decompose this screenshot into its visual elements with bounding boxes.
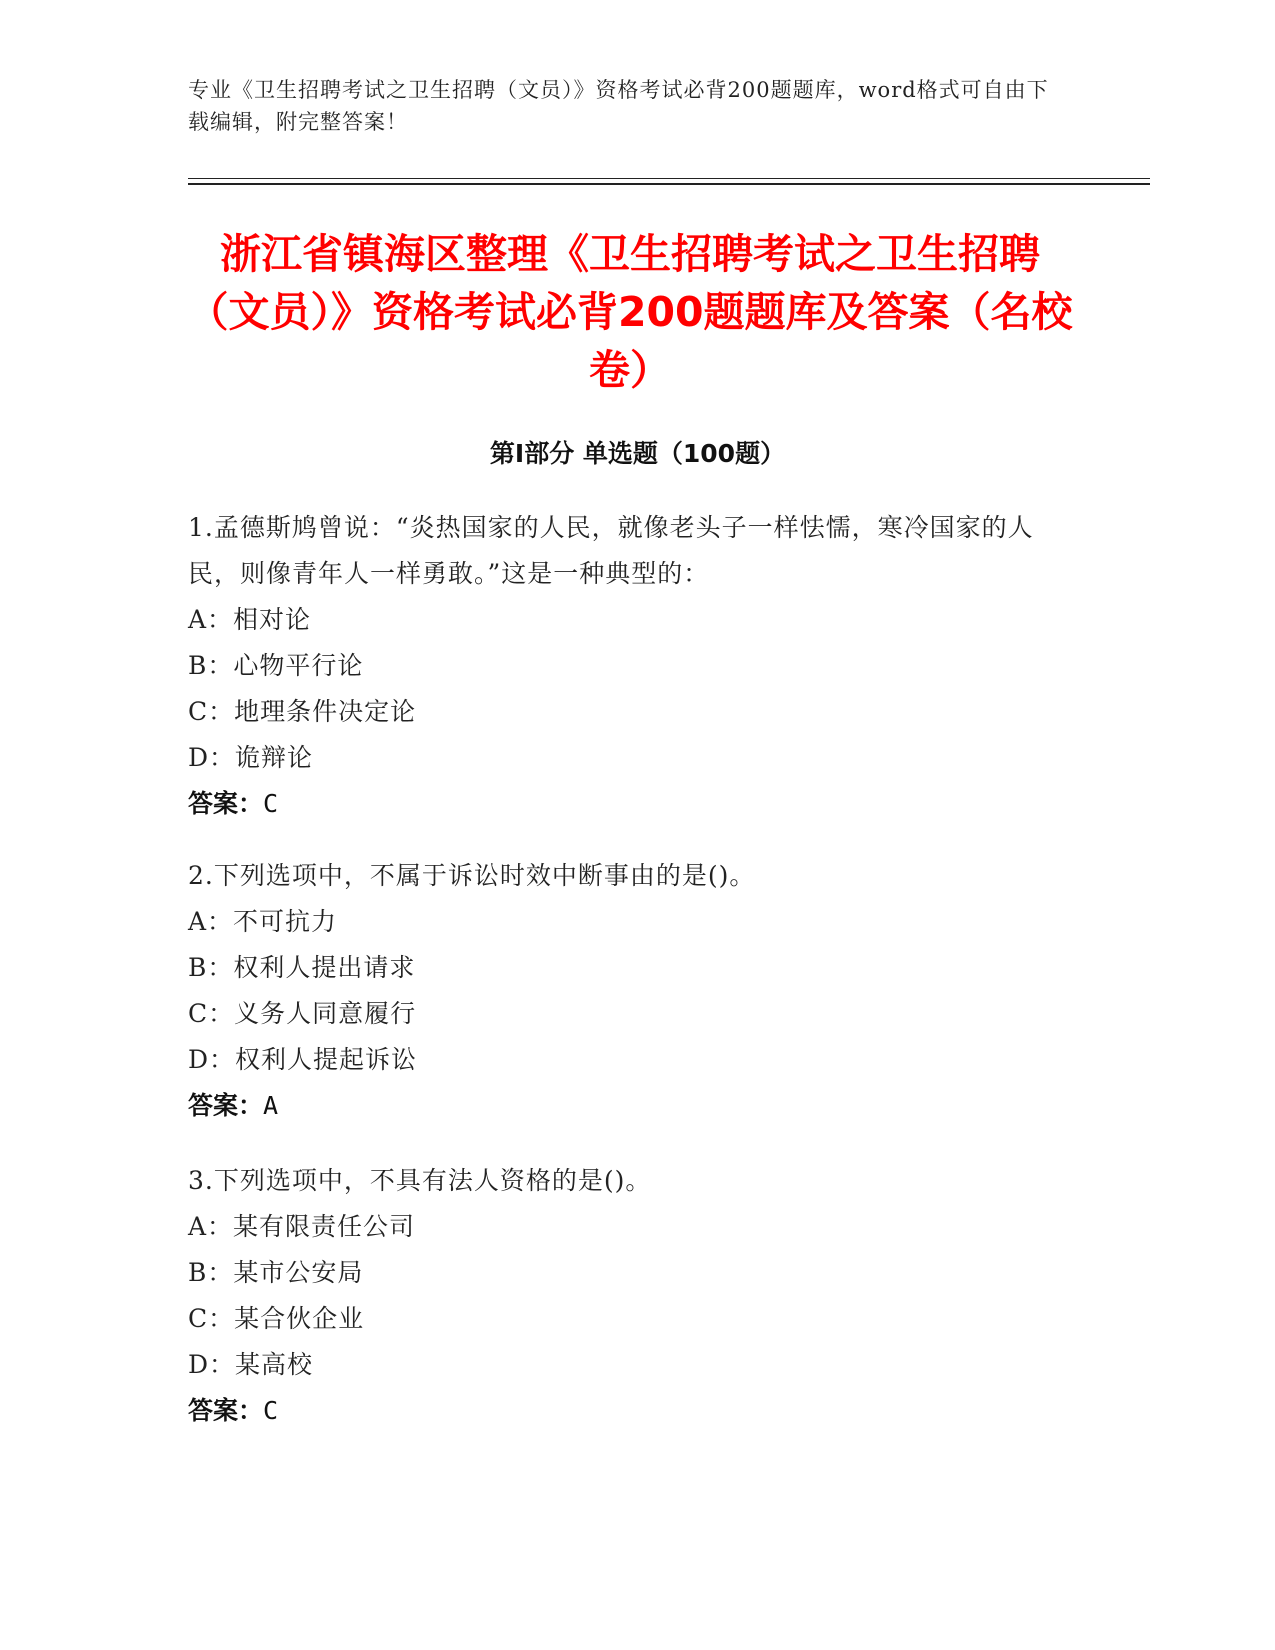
answer-line: [188, 1083, 1068, 1129]
option-d: D：诡辩论: [188, 743, 314, 772]
header-note: 专业《卫生招聘考试之卫生招聘（文员）》资格考试必背200题题库，word格式可自由下载编辑，附完整答案！: [188, 78, 1049, 134]
option-c: C：某合伙企业: [188, 1304, 365, 1333]
option-b: B：权利人提出请求: [188, 953, 416, 982]
section-title: 第I部分 单选题（100题）: [489, 439, 786, 468]
answer-line: [188, 781, 1068, 827]
header-divider-thick: [188, 183, 1150, 185]
option-d: D：权利人提起诉讼: [188, 1045, 418, 1074]
option-a: A：相对论: [188, 605, 312, 634]
option-b: B：心物平行论: [188, 651, 364, 680]
answer-line: [188, 1388, 1068, 1434]
option-a: A：不可抗力: [188, 907, 338, 936]
answer-label: 答案：: [188, 789, 264, 818]
option-c: C：义务人同意履行: [188, 999, 417, 1028]
answer-value: C: [263, 1396, 279, 1425]
question-2: [188, 853, 1068, 1129]
option-d: D：某高校: [188, 1350, 314, 1379]
question-stem: 3.下列选项中，不具有法人资格的是()。: [188, 1166, 652, 1195]
option-a: A：某有限责任公司: [188, 1212, 416, 1241]
option-b: B：某市公安局: [188, 1258, 364, 1287]
answer-value: A: [263, 1091, 279, 1120]
question-stem: 2.下列选项中，不属于诉讼时效中断事由的是()。: [188, 861, 756, 890]
option-c: C：地理条件决定论: [188, 697, 417, 726]
document-title: 浙江省镇海区整理《卫生招聘考试之卫生招聘（文员）》资格考试必背200题题库及答案（名校卷）: [187, 230, 1073, 394]
answer-value: C: [263, 789, 279, 818]
question-stem: 1.孟德斯鸠曾说：“炎热国家的人民，就像老头子一样怯懦，寒冷国家的人民，则像青年人一样勇敢。”这是一种典型的：: [188, 513, 1034, 588]
answer-label: 答案：: [188, 1396, 264, 1425]
question-3: [188, 1158, 1068, 1434]
header-divider-thin: [188, 178, 1150, 179]
answer-label: 答案：: [188, 1091, 264, 1120]
question-1: [188, 505, 1068, 827]
